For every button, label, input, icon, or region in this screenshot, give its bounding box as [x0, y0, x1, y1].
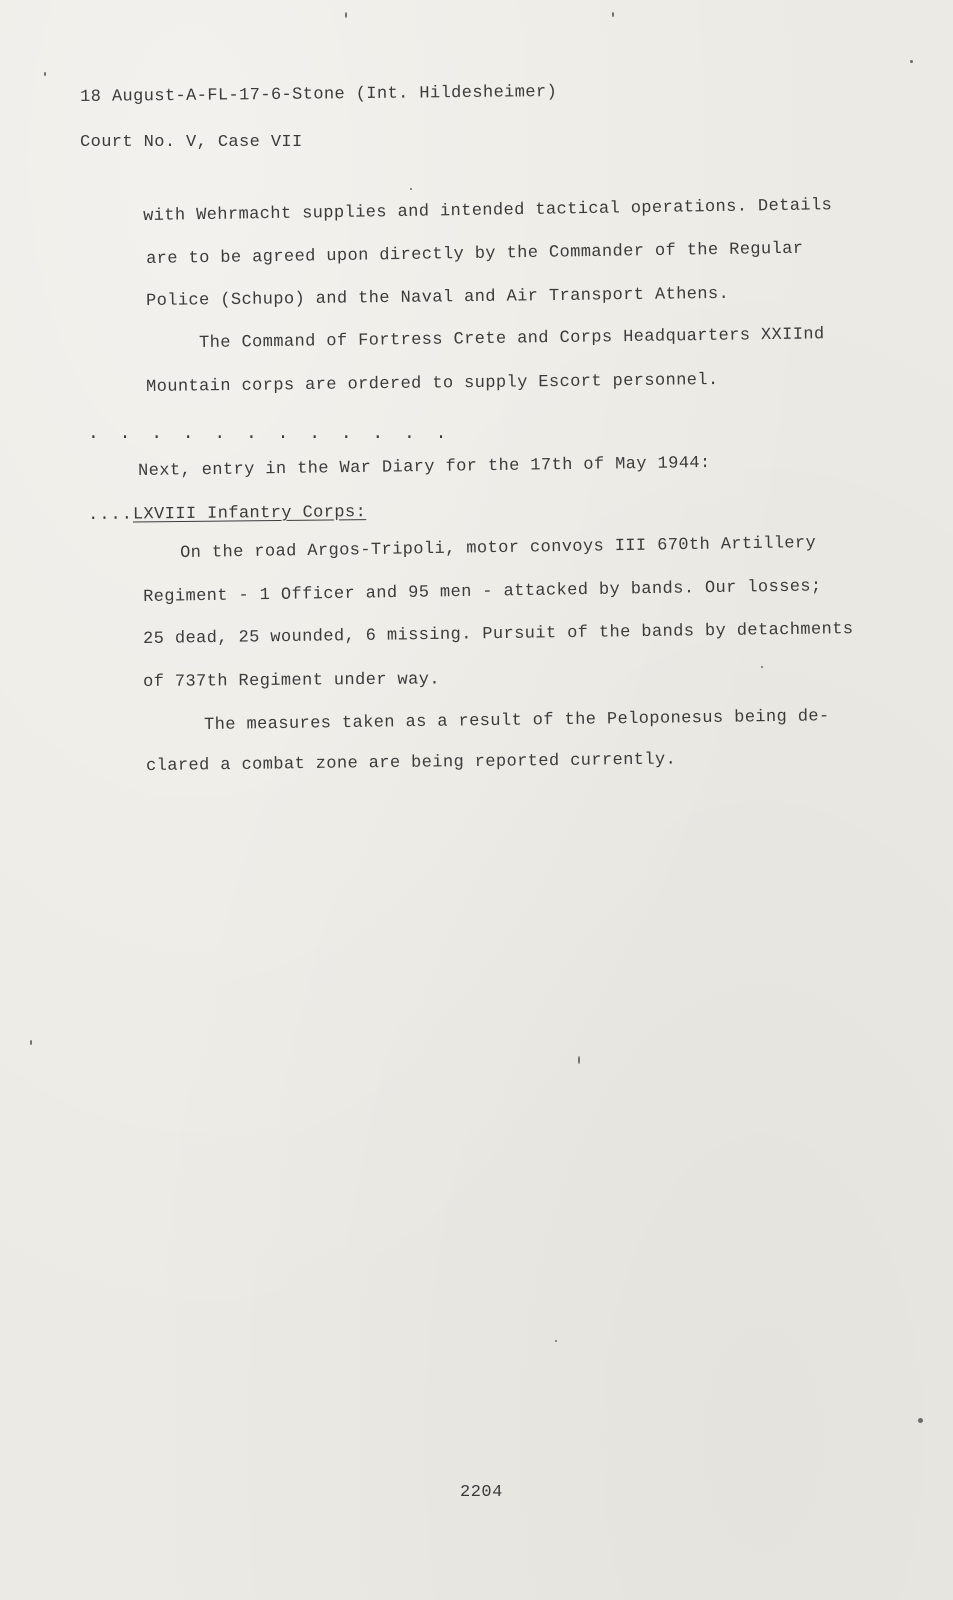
section-line: 25 dead, 25 wounded, 6 missing. Pursuit of the bands by detachments	[143, 620, 854, 649]
section-line: of 737th Regiment under way.	[143, 670, 441, 692]
paper-speck	[578, 1056, 580, 1064]
paper-speck	[612, 12, 614, 17]
section-heading	[88, 503, 366, 525]
body-line: Police (Schupo) and the Naval and Air Transport Athens.	[146, 284, 730, 311]
paper-speck	[555, 1340, 557, 1342]
body-line: The Command of Fortress Crete and Corps Headquarters XXIInd	[199, 325, 825, 353]
paper-speck	[410, 188, 412, 190]
paper-speck	[30, 1040, 32, 1045]
body-line: Mountain corps are ordered to supply Escort personnel.	[146, 371, 719, 397]
war-diary-intro: Next, entry in the War Diary for the 17th of May 1944:	[138, 454, 711, 481]
page-number: 2204	[460, 1483, 503, 1502]
document-reference: 18 August-A-FL-17-6-Stone (Int. Hildesheimer)	[80, 83, 558, 107]
section-line: On the road Argos-Tripoli, motor convoys III 670th Artillery	[180, 534, 817, 563]
paper-speck	[345, 12, 347, 18]
section-line: clared a combat zone are being reported currently.	[146, 750, 677, 776]
paper-speck	[44, 72, 46, 76]
paper-speck	[761, 666, 763, 668]
paper-speck	[910, 60, 913, 63]
body-line: are to be agreed upon directly by the Commander of the Regular	[146, 239, 804, 269]
separator-dots: . . . . . . . . . . . .	[88, 424, 452, 444]
section-line: Regiment - 1 Officer and 95 men - attacked by bands. Our losses;	[143, 577, 822, 607]
section-line: The measures taken as a result of the Peloponesus being de-	[204, 707, 830, 735]
body-line: with Wehrmacht supplies and intended tactical operations. Details	[143, 196, 833, 226]
paper-speck	[918, 1418, 923, 1423]
section-leader-dots: ....	[88, 505, 134, 525]
court-case-line: Court No. V, Case VII	[80, 133, 303, 152]
section-title: LXVIII Infantry Corps:	[132, 503, 367, 525]
